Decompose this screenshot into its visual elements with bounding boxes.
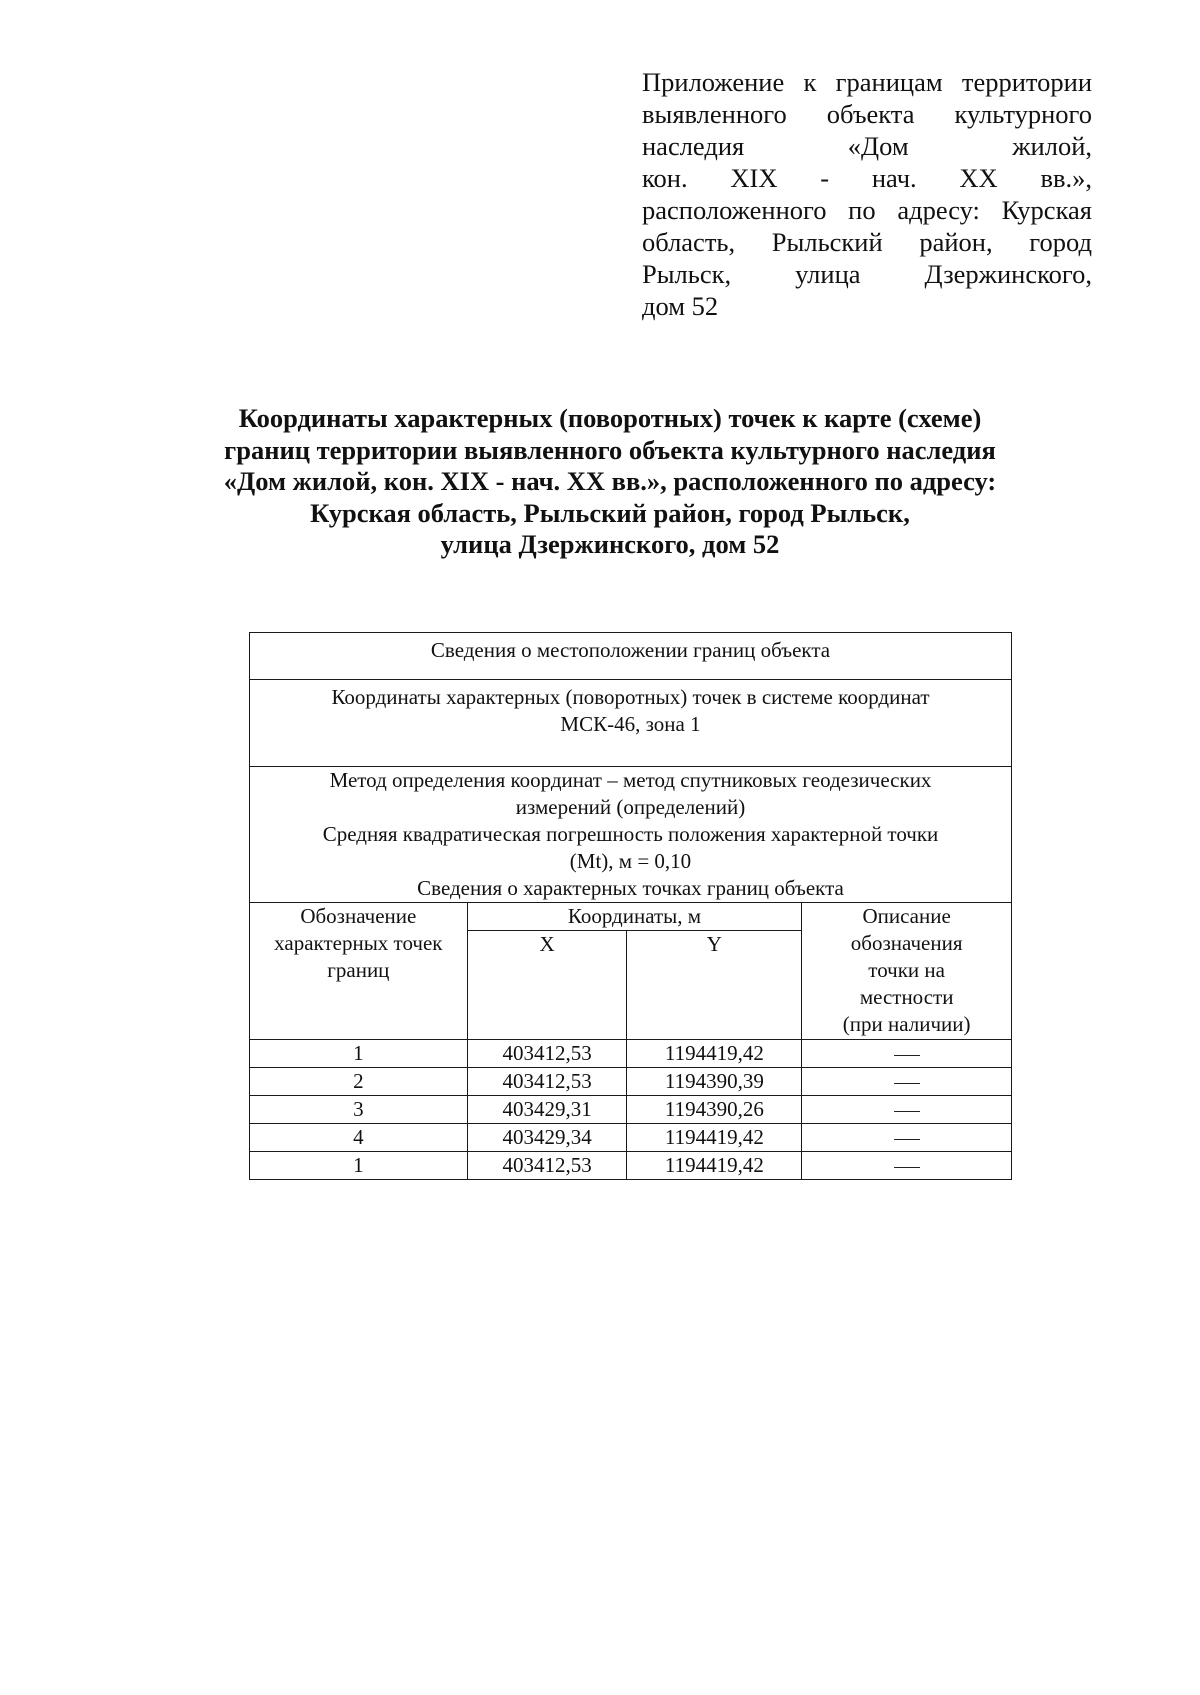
accuracy-line: Средняя квадратическая погрешность положения характерной точки	[322, 822, 939, 846]
appendix-line: область, Рыльский район, город	[642, 227, 1092, 257]
column-header-x: X	[467, 931, 627, 1040]
table-row	[250, 1068, 1012, 1096]
method-line: измерений (определений)	[515, 795, 746, 819]
column-header-y: Y	[627, 931, 802, 1040]
appendix-line: дом 52	[642, 291, 719, 321]
column-header-description: Описание обозначения точки на местности (при наличии)	[802, 903, 1012, 1040]
cell-x: 403412,53	[467, 1040, 627, 1068]
dash-mark	[894, 1167, 920, 1168]
cell-y: 1194390,26	[627, 1096, 802, 1124]
column-header-coordinates: Координаты, м	[467, 903, 802, 931]
points-info-line: Сведения о характерных точках границ объекта	[417, 876, 844, 900]
appendix-line: расположенного по адресу: Курская	[642, 195, 1092, 225]
cell-description	[802, 1040, 1012, 1068]
title-line: Координаты характерных (поворотных) точек к карте (схеме)	[238, 403, 982, 433]
method-line: Метод определения координат – метод спутниковых геодезических	[329, 768, 932, 792]
coordinate-system-line: Координаты характерных (поворотных) точек в системе координат	[331, 685, 930, 709]
appendix-line: выявленного объекта культурного	[642, 99, 1092, 129]
table-row	[250, 1040, 1012, 1068]
cell-description	[802, 1152, 1012, 1180]
cell-point: 4	[250, 1124, 468, 1152]
title-line: улица Дзержинского, дом 52	[440, 529, 780, 559]
title-line: «Дом жилой, кон. XIX - нач. XX вв.», расположенного по адресу:	[223, 466, 997, 496]
cell-description	[802, 1068, 1012, 1096]
appendix-line: Рыльск, улица Дзержинского,	[642, 259, 1092, 289]
coordinate-system-zone: МСК-46, зона 1	[560, 712, 701, 736]
dash-mark	[894, 1055, 920, 1056]
cell-y: 1194419,42	[627, 1152, 802, 1180]
table-row	[250, 1096, 1012, 1124]
appendix-line: наследия «Дом жилой,	[642, 131, 1092, 161]
appendix-line: Приложение к границам территории	[642, 67, 1092, 97]
header-method	[250, 767, 1012, 903]
document-title	[160, 403, 1060, 561]
column-header-designation: Обозначение характерных точек границ	[250, 903, 468, 1040]
cell-y: 1194419,42	[627, 1124, 802, 1152]
cell-y: 1194419,42	[627, 1040, 802, 1068]
cell-point: 1	[250, 1040, 468, 1068]
appendix-line: кон. XIX - нач. XX вв.»,	[642, 163, 1092, 193]
coordinates-table	[249, 632, 1012, 1180]
title-line: Курская область, Рыльский район, город Рыльск,	[310, 497, 910, 528]
cell-y: 1194390,39	[627, 1068, 802, 1096]
appendix-note	[642, 66, 1092, 322]
title-line: границ территории выявленного объекта культурного наследия	[224, 434, 996, 465]
cell-point: 1	[250, 1152, 468, 1180]
cell-x: 403412,53	[467, 1068, 627, 1096]
cell-x: 403412,53	[467, 1152, 627, 1180]
dash-mark	[894, 1139, 920, 1140]
cell-description	[802, 1096, 1012, 1124]
accuracy-line: (Mt), м = 0,10	[569, 849, 692, 873]
cell-x: 403429,34	[467, 1124, 627, 1152]
table-row	[250, 1152, 1012, 1180]
table-row	[250, 1124, 1012, 1152]
header-location-info: Сведения о местоположении границ объекта	[250, 633, 1012, 680]
cell-point: 2	[250, 1068, 468, 1096]
dash-mark	[894, 1083, 920, 1084]
cell-description	[802, 1124, 1012, 1152]
dash-mark	[894, 1111, 920, 1112]
header-coordinate-system	[250, 680, 1012, 767]
cell-point: 3	[250, 1096, 468, 1124]
cell-x: 403429,31	[467, 1096, 627, 1124]
